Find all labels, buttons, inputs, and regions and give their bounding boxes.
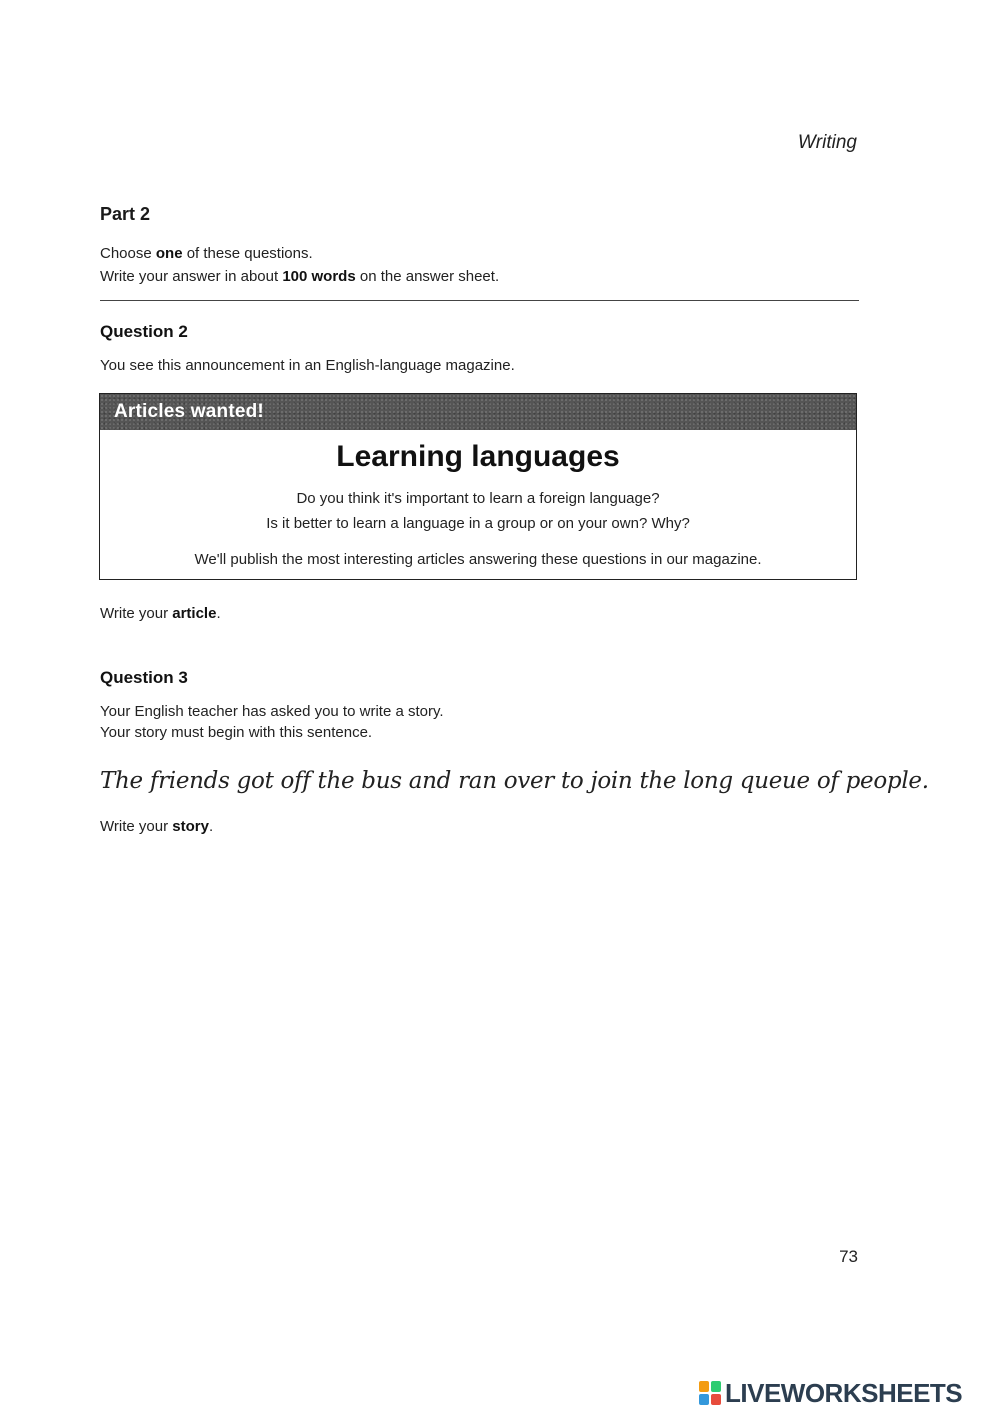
logo-text: LIVEWORKSHEETS	[725, 1377, 963, 1408]
divider	[100, 300, 859, 301]
question-2-task-post: .	[216, 605, 221, 622]
announcement-line-3: We'll publish the most interesting articles answering these questions in our magazine.	[194, 551, 762, 568]
announcement-line-2: Is it better to learn a language in a group or on your own? Why?	[266, 515, 690, 532]
question-2-task	[100, 605, 221, 622]
logo-mark-icon	[699, 1381, 721, 1405]
logo-square-1	[699, 1381, 709, 1392]
question-2-intro: You see this announcement in an English-language magazine.	[100, 357, 515, 374]
instruction-words-post: on the answer sheet.	[355, 268, 500, 285]
question-3-task	[100, 818, 213, 835]
part-title: Part 2	[100, 204, 151, 224]
announcement-line-1: Do you think it's important to learn a foreign language?	[296, 490, 660, 507]
question-3-task-pre: Write your	[100, 818, 173, 835]
logo-square-4	[711, 1394, 721, 1405]
question-2-task-pre: Write your	[100, 605, 173, 622]
instruction-choose-bold: one	[155, 245, 183, 262]
instruction-words-bold: 100 words	[282, 268, 356, 285]
instruction-words-pre: Write your answer in about	[100, 268, 283, 285]
instruction-choose-pre: Choose	[100, 245, 156, 262]
question-2-task-bold: article	[172, 605, 217, 622]
question-3-task-post: .	[208, 818, 214, 835]
announcement-box	[99, 393, 857, 580]
story-opening-sentence: The friends got off the bus and ran over to join the long queue of people.	[100, 768, 929, 794]
logo-square-2	[711, 1381, 721, 1392]
instruction-choose-post: of these questions.	[182, 245, 313, 262]
running-head: Writing	[797, 132, 857, 153]
question-2-title: Question 2	[100, 322, 188, 341]
question-3-title: Question 3	[100, 668, 188, 687]
logo-square-3	[699, 1394, 709, 1405]
instruction-words	[100, 268, 499, 285]
instruction-choose	[100, 245, 313, 262]
announcement-header-bar	[100, 394, 856, 430]
question-3-intro-1: Your English teacher has asked you to write a story.	[100, 703, 444, 720]
liveworksheets-logo[interactable]	[699, 1378, 962, 1408]
question-3-task-bold: story	[172, 818, 209, 835]
page-number: 73	[839, 1247, 858, 1266]
announcement-tag: Articles wanted!	[114, 401, 264, 422]
announcement-title: Learning languages	[336, 440, 620, 473]
question-3-intro-2: Your story must begin with this sentence.	[100, 724, 373, 741]
